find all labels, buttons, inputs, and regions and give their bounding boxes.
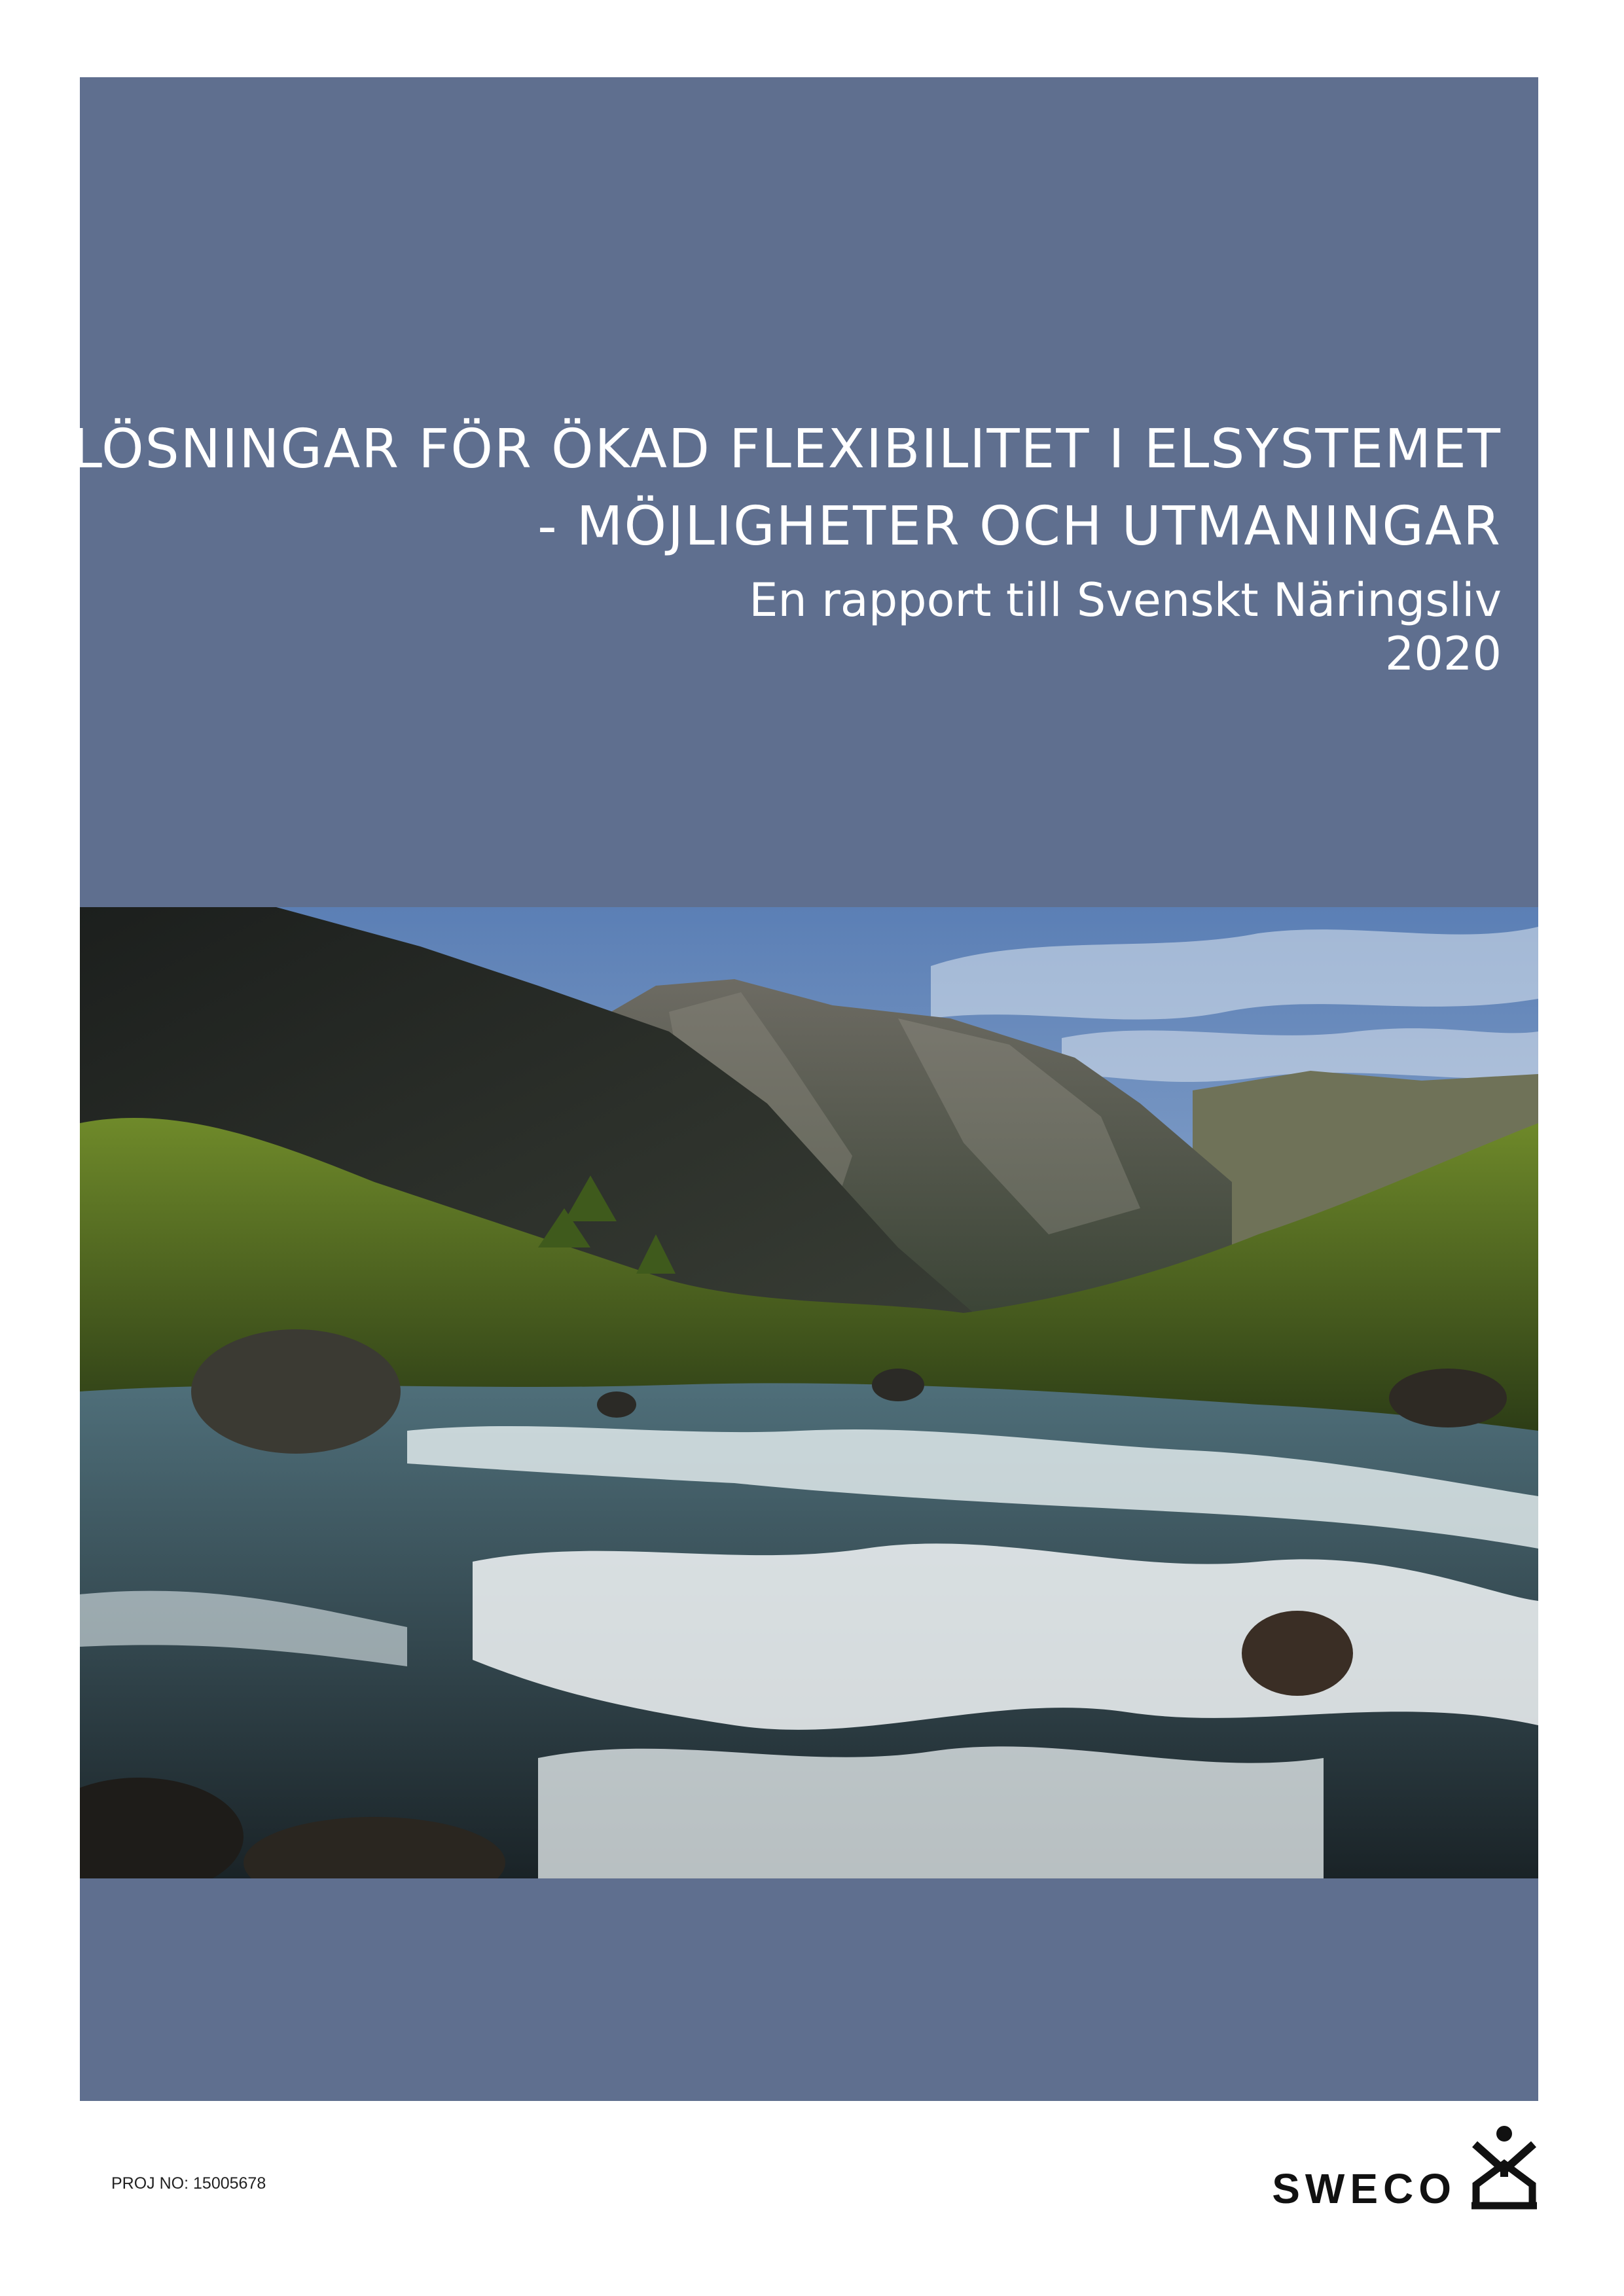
title-block xyxy=(72,411,1502,681)
report-year: 2020 xyxy=(1384,627,1502,681)
report-title-line-1: LÖSNINGAR FÖR ÖKAD FLEXIBILITET I ELSYSTEMET xyxy=(72,418,1502,480)
sweco-logo xyxy=(1272,2125,1540,2210)
report-subtitle: En rapport till Svenskt Näringsliv xyxy=(749,573,1502,627)
cover-photo-river-mountains xyxy=(80,907,1538,1878)
project-number: PROJ NO: 15005678 xyxy=(111,2174,266,2193)
logo-wordmark: SWECO xyxy=(1272,2165,1456,2212)
sweco-figure-icon xyxy=(1468,2125,1540,2210)
report-title-line-2: - MÖJLIGHETER OCH UTMANINGAR xyxy=(537,495,1502,558)
cover-panel xyxy=(72,77,1538,2101)
